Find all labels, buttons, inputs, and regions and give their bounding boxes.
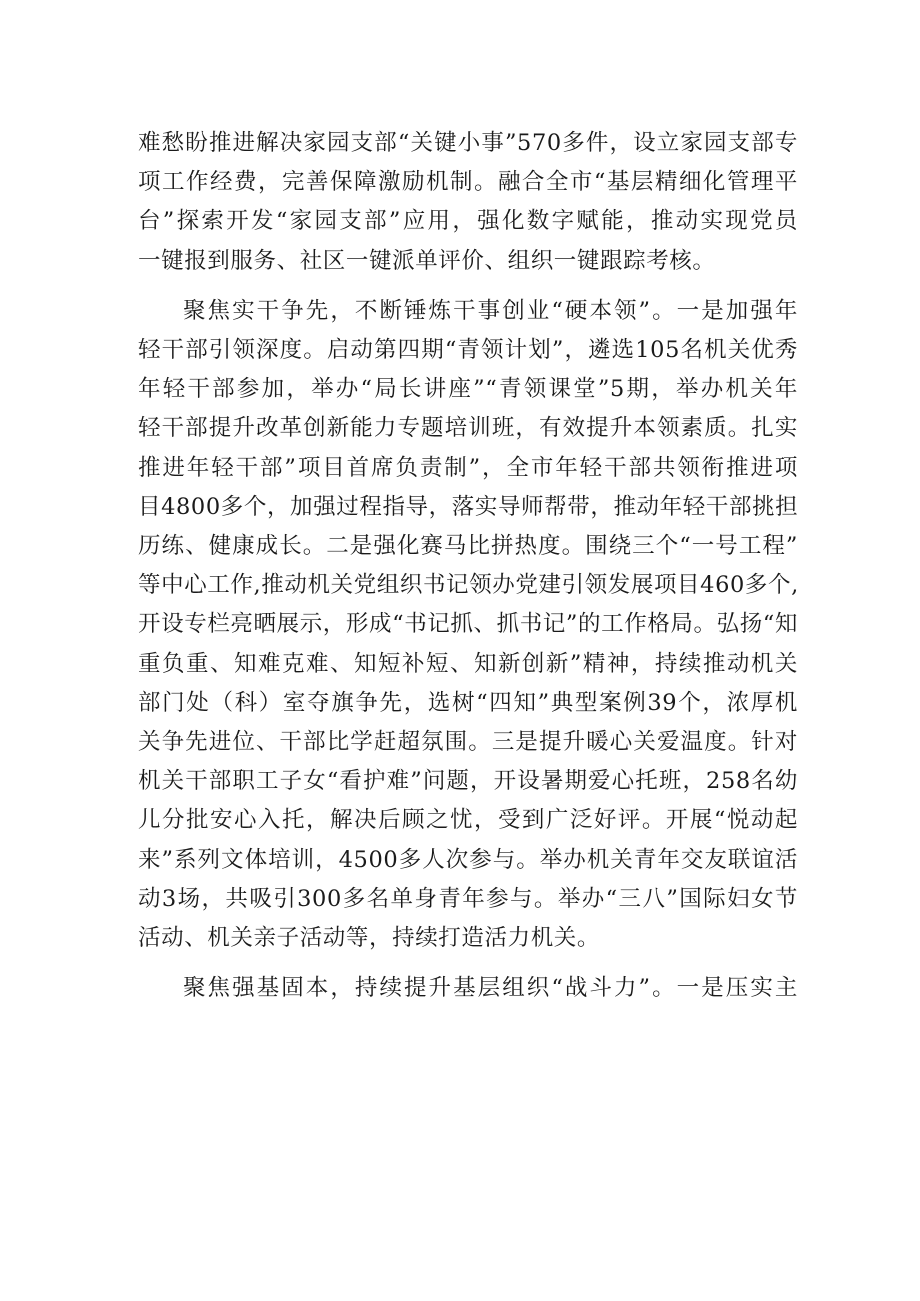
text-line: 动3场，共吸引300多名单身青年参与。举办“三八”国际妇女节 [138,885,798,912]
text-line: 台”探索开发“家园支部”应用，强化数字赋能，推动实现党员 [138,208,798,235]
text-line: 聚焦强基固本，持续提升基层组织“战斗力”。一是压实主 [183,975,798,1002]
text-line: 等中心工作,推动机关党组织书记领办党建引领发展项目460多个, [138,572,799,599]
text-line: 一键报到服务、社区一键派单评价、组织一键跟踪考核。 [138,247,716,274]
text-line: 儿分批安心入托，解决后顾之忧，受到广泛好评。开展“悦动起 [138,807,798,834]
text-line: 部门处（科）室夺旗争先，选树“四知”典型案例39个，浓厚机 [138,689,798,716]
paragraph-1 [138,124,798,281]
text-line: 轻干部提升改革创新能力专题培训班，有效提升本领素质。扎实 [138,415,798,442]
paragraph-3 [138,969,798,1008]
text-line: 推进年轻干部”项目首席负责制”，全市年轻干部共领衔推进项 [138,454,798,481]
paragraph-2 [138,292,798,958]
text-line: 活动、机关亲子活动等，持续打造活力机关。 [138,925,601,952]
text-line: 机关干部职工子女“看护难”问题，开设暑期爱心托班，258名幼 [138,768,798,795]
text-line: 轻干部引领深度。启动第四期“青领计划”，遴选105名机关优秀 [138,337,798,364]
text-line: 历练、健康成长。二是强化赛马比拼热度。围绕三个“一号工程” [138,533,798,560]
text-line: 来”系列文体培训，4500多人次参与。举办机关青年交友联谊活 [138,846,798,873]
text-line: 项工作经费，完善保障激励机制。融合全市“基层精细化管理平 [138,169,798,196]
text-line: 年轻干部参加，举办“局长讲座”“青领课堂”5期，举办机关年 [138,376,798,403]
text-line: 目4800多个，加强过程指导，落实导师帮带，推动年轻干部挑担 [138,493,799,520]
text-line: 难愁盼推进解决家园支部“关键小事”570多件，设立家园支部专 [138,130,798,156]
text-line: 开设专栏亮晒展示，形成“书记抓、抓书记”的工作格局。弘扬“知 [138,611,799,638]
text-line: 聚焦实干争先，不断锤炼干事创业“硬本领”。一是加强年 [183,297,798,324]
document-body [138,124,798,1008]
text-line: 重负重、知难克难、知短补短、知新创新”精神，持续推动机关 [138,650,798,677]
text-line: 关争先进位、干部比学赶超氛围。三是提升暖心关爱温度。针对 [138,729,798,756]
